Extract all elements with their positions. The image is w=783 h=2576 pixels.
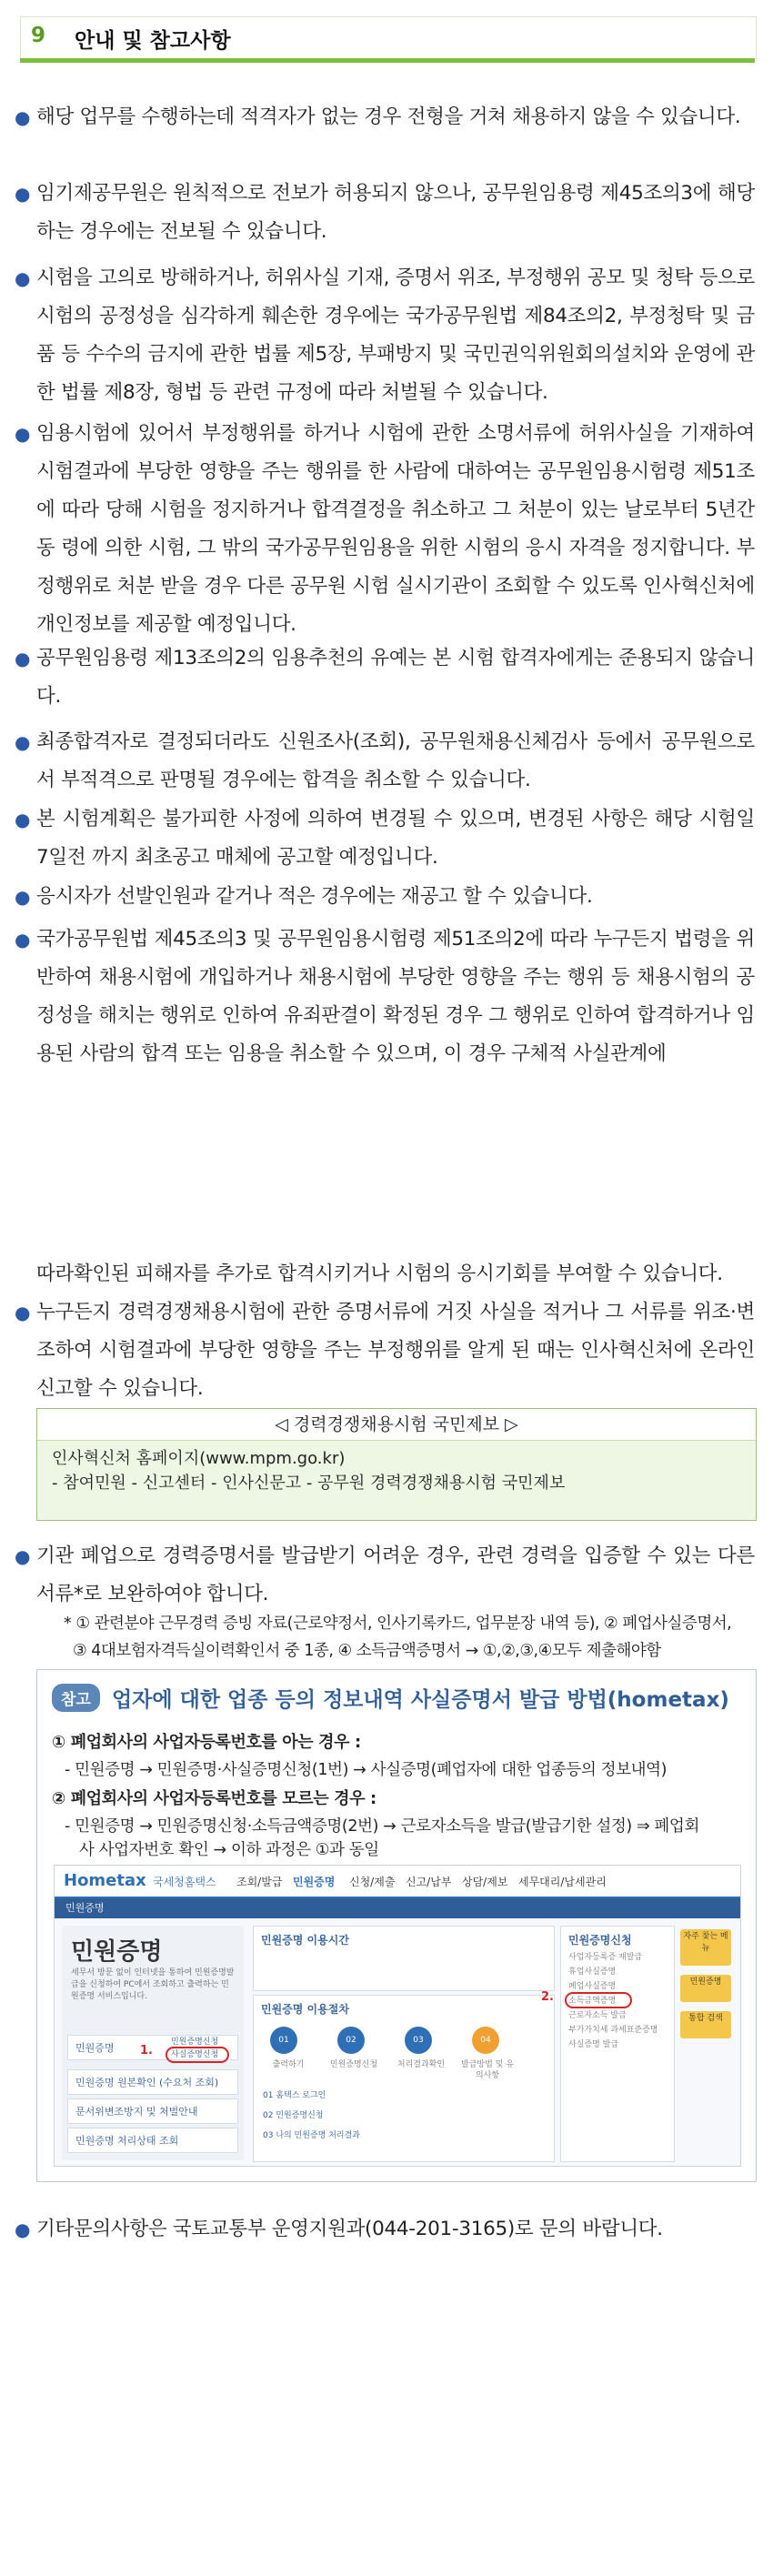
bullet-item: ● 기관 폐업으로 경력증명서를 발급받기 어려운 경우, 관련 경력을 입증할 수 있는 다른 서류*로 보완하여야 합니다. [36,1537,755,1614]
bullet-item: ● 응시자가 선발인원과 같거나 적은 경우에는 재공고 할 수 있습니다. [36,878,755,916]
bullet-item: ● 시험을 고의로 방해하거나, 허위사실 기재, 증명서 위조, 부정행위 공모 및 청탁 등으로 시험의 공정성을 심각하게 훼손한 경우에는 국가공무원법 제84조의2, 부정청탁 및 금품 등 수수의 금지에 관한 법률 제5장, 부패방지 및 국민권익위원회의설치와 운영에 관한 법률 제8장, 형법 등 관련 규정에 따라 처벌될 수 있습니다. [36,259,755,412]
hometax-left-column [62,1926,244,2160]
left-submenu-item[interactable]: 민원증명신청 [171,2038,219,2047]
procedure-note: 01 홈택스 로그인 [263,2091,326,2100]
bullet-item: ● 기타문의사항은 국토교통부 운영지원과(044-201-3165)로 문의 바랍니다. [36,2210,755,2249]
nav-item-active[interactable]: 민원증명 [293,1876,336,1888]
bullet-item: ● 누구든지 경력경쟁채용시험에 관한 증명서류에 거짓 사실을 적거나 그 서류를 위조·변조하여 시험결과에 부당한 영향을 주는 부정행위를 알게 된 때는 인사혁신처에 온라인 신고할 수 있습니다. [36,1293,755,1408]
section-header [20,16,755,60]
bullet-item: ● 공무원임용령 제13조의2의 임용추천의 유예는 본 시험 합격자에게는 준용되지 않습니다. [36,639,755,716]
reference-box [36,1669,757,2182]
report-notice-box [36,1408,757,1521]
case1-title: ① 폐업회사의 사업자등록번호를 아는 경우 : [52,1733,361,1752]
step-circle: 04 [472,2027,499,2054]
bullet-item: ● 해당 업무를 수행하는데 적격자가 없는 경우 전형을 거쳐 채용하지 않을 수 있습니다. [36,98,755,136]
apply-item[interactable]: 휴업사실증명 [568,1967,617,1977]
section-title: 안내 및 참고사항 [75,29,231,53]
nav-item[interactable]: 세무대리/납세관리 [518,1876,607,1888]
step-label: 민원증명신청 [329,2060,378,2069]
hometax-page-title: 민원증명 [71,1938,163,1966]
reference-tag: 참고 [52,1684,100,1712]
hometax-subnav: 민원증명 [55,1898,740,1918]
side-button[interactable]: 민원증명 [680,1975,731,2002]
bullet-item: ● 국가공무원법 제45조의3 및 공무원임용시험령 제51조의2에 따라 누구든지 법령을 위반하여 채용시험에 개입하거나 채용시험에 부당한 영향을 주는 행위 등 채용시험의 공정성을 해치는 행위로 인하여 유죄판결이 확정된 경우 그 행위로 인하여 합격하거나 임용된 사람의 합격 또는 임용을 취소할 수 있으며, 이 경우 구체적 사실관계에 [36,921,755,1073]
left-menu-item[interactable]: 민원증명 [67,2035,238,2060]
bullet-icon: ● [15,809,31,830]
apply-item[interactable]: 근로자소득 발급 [568,2011,627,2020]
bullet-icon: ● [15,929,31,951]
left-menu-item[interactable]: 민원증명 처리상태 조회 [67,2128,238,2153]
side-button[interactable]: 통합 검색 [680,2011,731,2038]
apply-title: 민원증명신청 [568,1934,632,1947]
bullet-icon: ● [15,886,31,908]
notice-body [37,1441,756,1520]
apply-item[interactable]: 사업자등록증 재발급 [568,1953,643,1962]
hours-panel [253,1926,555,1991]
step-label: 출력하기 [272,2060,305,2069]
hometax-logo: Hometax [64,1871,146,1890]
procedure-note: 03 나의 민원증명 처리결과 [263,2131,360,2140]
apply-item[interactable]: 사실증명 발급 [568,2040,619,2049]
bullet-item: ● 최종합격자로 결정되더라도 신원조사(조회), 공무원채용신체검사 등에서 공무원으로서 부적격으로 판명될 경우에는 합격을 취소할 수 있습니다. [36,723,755,800]
case2-body-1: - 민원증명 → 민원증명신청·소득금액증명(2번) → 근로자소득을 발급(발급기한 설정) ⇒ 폐업회 [65,1817,699,1836]
notice-line-2: - 참여민원 - 신고센터 - 인사신문고 - 공무원 경력경쟁채용시험 국민제보 [52,1474,566,1493]
procedure-panel [253,1995,555,2162]
case2-title: ② 폐업회사의 사업자등록번호를 모르는 경우 : [52,1789,376,1808]
bullet-icon: ● [15,2219,31,2240]
highlight-oval [166,2047,229,2063]
side-button[interactable]: 자주 찾는 메뉴 [680,1929,731,1966]
nav-item[interactable]: 조회/발급 [236,1876,283,1888]
apply-item[interactable]: 부가가치세 과세표준증명 [568,2026,658,2035]
continuation-text: 따라확인된 피해자를 추가로 합격시키거나 시험의 응시기회를 부여할 수 있습니다. [36,1263,723,1285]
hometax-logo-sub: 국세청홈택스 [153,1876,216,1888]
left-submenu-item[interactable]: 사실증명신청 [171,2050,219,2059]
bullet-icon: ● [15,731,31,753]
bullet-icon: ● [15,1302,31,1323]
notice-heading: ◁ 경력경쟁채용시험 국민제보 ▷ [37,1409,756,1441]
step-label: 발급방법 및 유의사항 [461,2060,514,2080]
bullet-item: ● 임기제공무원은 원칙적으로 전보가 허용되지 않으나, 공무원임용령 제45조의3에 해당하는 경우에는 전보될 수 있습니다. [36,175,755,251]
header-underline [20,58,755,63]
bullet-icon: ● [15,183,31,205]
reference-title [52,1683,743,1717]
step-circle: 01 [270,2027,297,2054]
step-label: 처리결과확인 [397,2060,446,2069]
bullet-item: ● 임용시험에 있어서 부정행위를 하거나 시험에 관한 소명서류에 허위사실을 기재하여 시험결과에 부당한 영향을 주는 행위를 한 사람에 대하여는 공무원임용시험령 제51조에 따라 당해 시험을 정지하거나 합격결정을 취소하고 그 처분이 있는 날로부터 5년간 동 령에 의한 시험, 그 밖의 국가공무원임용을 위한 시험의 응시 자격을 정지합니다. 부정행위로 처분 받을 경우 다른 공무원 시험 실시기관이 조회할 수 있도록 인사혁신처에 개인정보를 제공할 예정입니다. [36,415,755,644]
step-circle: 02 [337,2027,365,2054]
bullet-icon: ● [15,267,31,289]
procedure-note: 02 민원증명신청 [263,2111,324,2120]
reference-heading: 업자에 대한 업종 등의 정보내역 사실증명서 발급 방법(hometax) [111,1688,729,1712]
left-menu-item[interactable]: 문서위변조방지 및 처벌안내 [67,2098,238,2124]
nav-item[interactable]: 상담/제보 [462,1876,508,1888]
apply-item[interactable]: 소득금액증명 [568,1997,617,2006]
hometax-screenshot [54,1865,741,2167]
procedure-title: 민원증명 이용절차 [261,2003,349,2016]
section-number: 9 [31,24,46,47]
bullet-icon: ● [15,648,31,669]
step-marker: 1. [140,2044,153,2058]
bullet-icon: ● [15,1545,31,1567]
bullet-item: ● 본 시험계획은 불가피한 사정에 의하여 변경될 수 있으며, 변경된 사항은 해당 시험일 7일전 까지 최초공고 매체에 공고할 예정입니다. [36,800,755,877]
apply-item[interactable]: 폐업사실증명 [568,1982,617,1991]
hours-title: 민원증명 이용시간 [261,1934,349,1947]
highlight-oval [565,1992,632,2008]
case1-body: - 민원증명 → 민원증명·사실증명신청(1번) → 사실증명(폐업자에 대한 업종등의 정보내역) [65,1761,668,1779]
apply-panel [541,1926,675,2162]
bullet-icon: ● [15,106,31,128]
notice-line-1: 인사혁신처 홈페이지(www.mpm.go.kr) [52,1449,346,1468]
footnote-line-2: ③ 4대보험자격득실이력확인서 중 1종, ④ 소득금액증명서 → ①,②,③,④모두 제출해야함 [73,1642,661,1660]
case2-body-2: 사 사업자번호 확인 → 이하 과정은 ①과 동일 [79,1841,379,1859]
step-circle: 03 [405,2027,432,2054]
step-marker: 2. [541,1990,554,2004]
left-menu-item[interactable]: 민원증명 원본확인 (수요처 조회) [67,2069,238,2095]
footnote-line-1: * ① 관련분야 근무경력 증빙 자료(근로약정서, 인사기록카드, 업무분장 내역 등), ② 폐업사실증명서, [64,1615,732,1633]
nav-item[interactable]: 신청/제출 [349,1876,396,1888]
hometax-topnav [55,1866,740,1898]
hometax-description: 세무서 방문 없이 인터넷을 통하여 민원증명발급을 신청하여 PC에서 조회하고 출력하는 민원증명 서비스입니다. [71,1968,235,2001]
bullet-icon: ● [15,423,31,445]
nav-item[interactable]: 신고/납부 [406,1876,452,1888]
